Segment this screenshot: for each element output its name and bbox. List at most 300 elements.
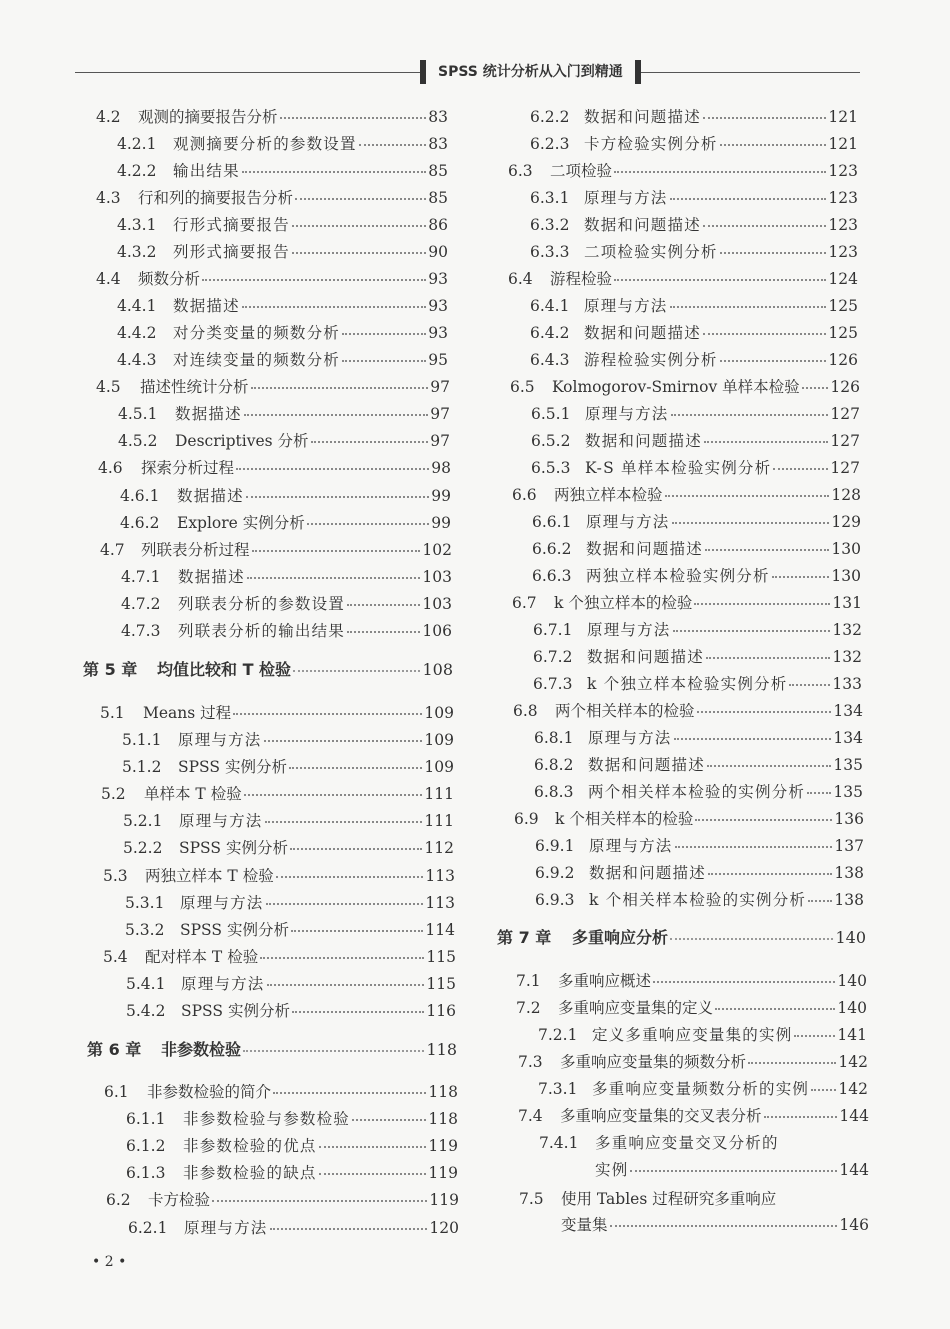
toc-entry[interactable] (126, 1109, 458, 1129)
toc-entry-title: 两独立样本检验实例分析 (586, 567, 770, 585)
toc-entry-title: 原理与方法 (184, 1219, 268, 1237)
toc-entry-page: 118 (426, 1040, 457, 1059)
toc-entry-title: 非参数检验的简介 (147, 1083, 272, 1101)
toc-entry-number: 5.4 (103, 948, 128, 966)
toc-entry-title: Kolmogorov-Smirnov 单样本检验 (552, 378, 800, 396)
toc-entry-page: 115 (426, 975, 456, 993)
dot-leader (292, 252, 426, 254)
toc-entry-page: 141 (837, 1026, 867, 1044)
toc-entry-number: 4.7.3 (121, 622, 161, 640)
toc-entry-title: Means 过程 (143, 704, 232, 722)
toc-entry-page: 123 (828, 162, 858, 180)
toc-entry-number: 6.1.3 (126, 1164, 166, 1182)
toc-entry-title: 原理与方法 (588, 729, 672, 747)
toc-entry[interactable] (518, 1052, 868, 1072)
toc-entry-page: 99 (431, 487, 451, 505)
dot-leader (244, 794, 423, 796)
toc-entry-page: 137 (834, 837, 864, 855)
dot-leader (802, 387, 829, 389)
toc-entry-title: 观测的摘要报告分析 (138, 108, 278, 126)
dot-leader (342, 333, 426, 335)
toc-entry[interactable] (535, 863, 864, 883)
dot-leader (293, 670, 420, 672)
toc-entry-number: 7.4 (518, 1107, 543, 1125)
dot-leader (319, 1173, 427, 1175)
toc-entry-title: 多重响应变量集的交叉表分析 (560, 1107, 762, 1125)
toc-entry-number: 6.6 (512, 486, 537, 504)
toc-entry-title: Explore 实例分析 (177, 514, 305, 532)
toc-entry-title: 两个相关样本检验的实例分析 (588, 783, 806, 801)
toc-entry[interactable] (535, 836, 864, 856)
toc-entry-number: 6.1 (104, 1083, 129, 1101)
toc-entry[interactable] (531, 458, 860, 478)
toc-entry[interactable] (117, 134, 448, 154)
dot-leader (715, 1008, 835, 1010)
dot-leader (276, 876, 424, 878)
toc-entry-number: 4.7.2 (121, 595, 161, 613)
toc-entry[interactable] (122, 757, 454, 777)
toc-entry-title: 行形式摘要报告 (173, 216, 290, 234)
toc-entry[interactable] (100, 703, 454, 723)
toc-entry[interactable] (530, 350, 858, 370)
toc-entry[interactable] (530, 242, 858, 262)
toc-entry-title: k 个相关样本的检验 (555, 810, 694, 828)
toc-entry-number: 4.5.1 (118, 405, 158, 423)
toc-entry-title: 实例 (595, 1161, 629, 1179)
toc-entry[interactable] (512, 593, 862, 613)
toc-entry-title: 定义多重响应变量集的实例 (592, 1026, 793, 1044)
toc-entry-number: 7.2.1 (538, 1026, 578, 1044)
toc-chapter-entry[interactable] (83, 660, 453, 680)
toc-entry[interactable] (531, 404, 860, 424)
toc-entry-page: 120 (429, 1219, 459, 1237)
dot-leader (764, 1116, 838, 1118)
dot-leader (212, 1200, 427, 1202)
toc-entry-number: 4.5 (96, 378, 121, 396)
toc-entry-number: 4.3 (96, 189, 121, 207)
toc-entry-page: 138 (834, 891, 864, 909)
toc-entry[interactable] (530, 134, 858, 154)
page-number: • 2 • (92, 1254, 127, 1270)
toc-entry[interactable] (125, 920, 455, 940)
toc-entry-title: 数据描述 (173, 297, 240, 315)
toc-entry-title: SPSS 实例分析 (178, 758, 287, 776)
toc-entry-number: 6.3.2 (530, 216, 570, 234)
toc-entry-number: 6.6.1 (532, 513, 572, 531)
toc-entry-number: 5.4.1 (126, 975, 166, 993)
toc-entry-number: 4.7 (100, 541, 125, 559)
toc-entry-number: 第 5 章 (83, 660, 138, 679)
toc-entry-number: 6.6.2 (532, 540, 572, 558)
toc-entry[interactable] (126, 974, 456, 994)
toc-entry-number: 6.9.1 (535, 837, 575, 855)
toc-entry-title: 游程检验实例分析 (584, 351, 718, 369)
toc-entry[interactable] (122, 730, 454, 750)
toc-entry-number: 6.2.1 (128, 1219, 168, 1237)
toc-entry[interactable] (534, 728, 863, 748)
toc-entry-page: 127 (830, 432, 860, 450)
toc-entry[interactable] (508, 161, 858, 181)
toc-entry-title: 数据和问题描述 (584, 108, 701, 126)
toc-entry-number: 6.4.3 (530, 351, 570, 369)
toc-entry[interactable] (533, 647, 862, 667)
toc-entry-page: 121 (828, 135, 858, 153)
toc-entry[interactable] (512, 485, 861, 505)
toc-entry[interactable] (128, 1218, 459, 1238)
toc-entry-number: 4.2.1 (117, 135, 157, 153)
toc-entry[interactable] (516, 998, 867, 1018)
toc-chapter-entry[interactable] (87, 1040, 457, 1060)
toc-entry-title: k 个独立样本的检验 (554, 594, 693, 612)
dot-leader (260, 957, 424, 959)
toc-entry-number: 4.4.2 (117, 324, 157, 342)
toc-entry-page: 99 (431, 514, 451, 532)
dot-leader (748, 1062, 836, 1064)
toc-entry-title: k 个相关样本检验的实例分析 (589, 891, 807, 909)
toc-entry-number: 4.3.2 (117, 243, 157, 261)
dot-leader (307, 523, 429, 525)
toc-entry-title: 原理与方法 (181, 975, 265, 993)
toc-entry[interactable] (516, 971, 867, 991)
toc-entry-title: k 个独立样本检验实例分析 (587, 675, 788, 693)
dot-leader (236, 468, 429, 470)
toc-entry-number: 6.4 (508, 270, 533, 288)
toc-entry[interactable] (126, 1001, 456, 1021)
toc-entry-page: 106 (422, 622, 452, 640)
toc-entry-page: 119 (428, 1137, 458, 1155)
toc-entry[interactable] (96, 269, 448, 289)
toc-entry-title: SPSS 实例分析 (181, 1002, 290, 1020)
dot-leader (672, 522, 830, 524)
toc-entry[interactable] (117, 242, 448, 262)
toc-entry[interactable] (519, 1215, 869, 1235)
toc-entry-page: 109 (424, 758, 454, 776)
dot-leader (789, 684, 830, 686)
toc-entry-title: 数据和问题描述 (589, 864, 706, 882)
toc-entry-title: 原理与方法 (178, 731, 262, 749)
toc-entry-number: 6.9 (514, 810, 539, 828)
toc-entry-page: 142 (838, 1053, 868, 1071)
toc-entry[interactable] (539, 1160, 869, 1180)
toc-entry-title: 原理与方法 (584, 189, 668, 207)
toc-entry-number: 6.8 (513, 702, 538, 720)
toc-entry[interactable] (519, 1189, 869, 1209)
toc-entry[interactable] (538, 1079, 868, 1099)
toc-entry-number: 6.8.3 (534, 783, 574, 801)
toc-entry[interactable] (535, 890, 864, 910)
toc-entry[interactable] (533, 674, 862, 694)
toc-entry[interactable] (534, 755, 863, 775)
dot-leader (265, 821, 423, 823)
toc-entry-number: 6.7.3 (533, 675, 573, 693)
toc-entry-page: 118 (428, 1083, 458, 1101)
toc-entry[interactable] (530, 188, 858, 208)
toc-entry[interactable] (531, 431, 860, 451)
toc-entry-number: 6.2 (106, 1191, 131, 1209)
toc-entry-page: 146 (839, 1216, 869, 1234)
toc-entry[interactable] (117, 215, 448, 235)
toc-entry-title: 原理与方法 (586, 513, 670, 531)
toc-entry[interactable] (117, 323, 448, 343)
toc-entry-title: 均值比较和 T 检验 (157, 660, 292, 679)
toc-entry-title: 二项检验 (550, 162, 613, 180)
toc-entry-page: 85 (428, 189, 448, 207)
toc-entry-page: 127 (830, 459, 860, 477)
toc-entry[interactable] (96, 188, 448, 208)
toc-entry-page: 129 (831, 513, 861, 531)
toc-entry-number: 6.5.3 (531, 459, 571, 477)
toc-entry[interactable] (103, 947, 456, 967)
dot-leader (280, 117, 427, 119)
toc-entry-title: SPSS 实例分析 (180, 921, 289, 939)
toc-entry[interactable] (126, 1163, 458, 1183)
toc-entry[interactable] (123, 811, 454, 831)
toc-entry[interactable] (101, 784, 454, 804)
toc-entry-page: 131 (832, 594, 862, 612)
toc-entry[interactable] (538, 1025, 867, 1045)
toc-entry[interactable] (508, 269, 858, 289)
dot-leader (697, 711, 832, 713)
toc-entry-number: 7.3.1 (538, 1080, 578, 1098)
toc-entry-page: 119 (429, 1191, 459, 1209)
toc-entry-page: 113 (425, 867, 455, 885)
toc-entry[interactable] (530, 296, 858, 316)
toc-entry[interactable] (96, 377, 450, 397)
dot-leader (233, 713, 422, 715)
toc-entry-title: 原理与方法 (589, 837, 673, 855)
toc-entry-title: 两个相关样本的检验 (555, 702, 695, 720)
dot-leader (610, 1225, 838, 1227)
toc-entry-page: 103 (422, 595, 452, 613)
toc-entry-title: 卡方检验 (148, 1191, 211, 1209)
dot-leader (671, 414, 829, 416)
toc-entry-title: 对连续变量的频数分析 (173, 351, 341, 369)
dot-leader (243, 1050, 424, 1052)
dot-leader (246, 496, 429, 498)
toc-entry-title: 两独立样本 T 检验 (145, 867, 274, 885)
toc-entry[interactable] (126, 1136, 458, 1156)
toc-entry[interactable] (120, 486, 451, 506)
toc-entry-number: 6.7 (512, 594, 537, 612)
toc-entry-title: 变量集 (561, 1216, 608, 1234)
toc-entry[interactable] (534, 782, 863, 802)
toc-entry-page: 119 (428, 1164, 458, 1182)
toc-entry-number: 5.1 (100, 704, 125, 722)
toc-entry-title: 单样本 T 检验 (144, 785, 242, 803)
toc-entry-title: 数据和问题描述 (584, 216, 701, 234)
toc-entry-title: 数据描述 (178, 568, 245, 586)
dot-leader (359, 144, 427, 146)
dot-leader (292, 1011, 424, 1013)
dot-leader (694, 603, 830, 605)
toc-entry-page: 132 (832, 621, 862, 639)
toc-entry-number: 4.6 (98, 459, 123, 477)
dot-leader (772, 576, 830, 578)
dot-leader (252, 550, 421, 552)
toc-entry-title: 非参数检验与参数检验 (183, 1110, 351, 1128)
toc-entry[interactable] (117, 350, 448, 370)
toc-entry-page: 86 (428, 216, 448, 234)
dot-leader (670, 306, 827, 308)
toc-entry[interactable] (118, 431, 450, 451)
toc-entry[interactable] (513, 701, 863, 721)
toc-entry-title: 对分类变量的频数分析 (173, 324, 341, 342)
dot-leader (703, 225, 827, 227)
running-header (75, 58, 860, 86)
toc-entry[interactable] (121, 621, 452, 641)
toc-entry-title: 多重响应变量集的频数分析 (560, 1053, 747, 1071)
toc-entry-page: 114 (425, 921, 455, 939)
toc-chapter-entry[interactable] (497, 928, 866, 948)
toc-entry-page: 83 (428, 108, 448, 126)
toc-entry[interactable] (514, 809, 864, 829)
toc-entry-number: 4.5.2 (118, 432, 158, 450)
toc-entry-page: 109 (424, 704, 454, 722)
toc-entry-title: 多重响应概述 (558, 972, 652, 990)
toc-entry-number: 4.7.1 (121, 568, 161, 586)
toc-entry-page: 123 (828, 216, 858, 234)
toc-entry[interactable] (117, 296, 448, 316)
toc-entry-number: 7.2 (516, 999, 541, 1017)
toc-entry[interactable] (98, 458, 451, 478)
toc-entry-number: 6.2.3 (530, 135, 570, 153)
toc-entry-number: 4.4.1 (117, 297, 157, 315)
toc-entry-page: 135 (833, 783, 863, 801)
toc-entry-title: 列联表分析的参数设置 (178, 595, 346, 613)
toc-entry-number: 6.8.1 (534, 729, 574, 747)
toc-entry-title: 游程检验 (550, 270, 613, 288)
toc-entry-title: 数据和问题描述 (586, 540, 703, 558)
toc-entry[interactable] (121, 567, 452, 587)
toc-entry[interactable] (103, 866, 455, 886)
toc-entry-number: 6.5.1 (531, 405, 571, 423)
toc-entry-page: 83 (428, 135, 448, 153)
toc-entry-page: 128 (831, 486, 861, 504)
toc-entry-number: 6.1.2 (126, 1137, 166, 1155)
dot-leader (266, 903, 424, 905)
toc-entry-page: 127 (830, 405, 860, 423)
toc-entry-title: 多重响应变量频数分析的实例 (592, 1080, 810, 1098)
dot-leader (251, 387, 429, 389)
toc-entry-page: 95 (428, 351, 448, 369)
dot-leader (811, 1089, 836, 1091)
toc-entry-page: 121 (828, 108, 858, 126)
toc-entry-page: 138 (834, 864, 864, 882)
dot-leader (705, 549, 830, 551)
dot-leader (706, 657, 831, 659)
toc-entry[interactable] (532, 566, 861, 586)
toc-entry-title: 列联表分析的输出结果 (178, 622, 346, 640)
toc-entry-title: SPSS 实例分析 (179, 839, 288, 857)
toc-entry-number: 4.4 (96, 270, 121, 288)
header-title: SPSS 统计分析从入门到精通 (420, 60, 641, 84)
toc-entry-number: 5.1.1 (122, 731, 162, 749)
toc-entry[interactable] (533, 620, 862, 640)
toc-entry[interactable] (530, 215, 858, 235)
toc-entry-page: 102 (422, 541, 452, 559)
toc-entry-page: 90 (428, 243, 448, 261)
toc-entry-number: 6.3 (508, 162, 533, 180)
toc-entry-number: 5.2.2 (123, 839, 163, 857)
toc-entry-number: 4.3.1 (117, 216, 157, 234)
toc-entry-page: 111 (424, 812, 454, 830)
dot-leader (703, 117, 827, 119)
toc-entry-title: 多重响应分析 (572, 928, 669, 947)
dot-leader (347, 604, 420, 606)
dot-leader (673, 630, 831, 632)
dot-leader (273, 1092, 426, 1094)
toc-entry[interactable] (532, 512, 861, 532)
toc-entry[interactable] (118, 404, 450, 424)
toc-entry[interactable] (539, 1133, 869, 1153)
toc-entry-title: 多重响应变量交叉分析的 (595, 1134, 779, 1152)
toc-entry-title: 频数分析 (138, 270, 201, 288)
dot-leader (290, 848, 422, 850)
toc-entry-number: 6.5.2 (531, 432, 571, 450)
toc-entry[interactable] (96, 107, 448, 127)
dot-leader (352, 1119, 426, 1121)
toc-entry[interactable] (117, 161, 448, 181)
toc-entry[interactable] (106, 1190, 459, 1210)
toc-entry-title: 多重响应变量集的定义 (558, 999, 714, 1017)
toc-entry[interactable] (510, 377, 860, 397)
toc-entry-number: 4.4.3 (117, 351, 157, 369)
toc-entry-title: 使用 Tables 过程研究多重响应 (561, 1190, 777, 1208)
dot-leader (295, 198, 426, 200)
dot-leader (695, 819, 832, 821)
toc-entry-page: 97 (430, 432, 450, 450)
toc-entry-page: 126 (828, 351, 858, 369)
toc-entry-number: 6.4.1 (530, 297, 570, 315)
toc-entry[interactable] (104, 1082, 458, 1102)
toc-entry-number: 第 6 章 (87, 1040, 142, 1059)
toc-entry[interactable] (532, 539, 861, 559)
dot-leader (244, 414, 428, 416)
toc-entry-title: Descriptives 分析 (175, 432, 309, 450)
toc-entry-title: 探索分析过程 (141, 459, 235, 477)
toc-entry-page: 85 (428, 162, 448, 180)
toc-entry[interactable] (530, 323, 858, 343)
toc-entry[interactable] (518, 1106, 869, 1126)
dot-leader (242, 171, 426, 173)
dot-leader (292, 225, 426, 227)
toc-entry-number: 7.5 (519, 1190, 544, 1208)
toc-entry-page: 93 (428, 297, 448, 315)
toc-entry[interactable] (125, 893, 455, 913)
toc-entry-page: 134 (833, 702, 863, 720)
dot-leader (674, 738, 832, 740)
toc-entry[interactable] (100, 540, 452, 560)
toc-entry[interactable] (120, 513, 451, 533)
toc-entry[interactable] (530, 107, 858, 127)
toc-entry-page: 116 (426, 1002, 456, 1020)
dot-leader (670, 938, 833, 940)
toc-entry[interactable] (121, 594, 452, 614)
toc-entry-page: 123 (828, 189, 858, 207)
toc-entry-number: 5.3.2 (125, 921, 165, 939)
toc-entry-number: 4.2.2 (117, 162, 157, 180)
toc-entry-title: 配对样本 T 检验 (145, 948, 259, 966)
dot-leader (202, 279, 426, 281)
dot-leader (653, 981, 835, 983)
toc-entry-title: 数据描述 (175, 405, 242, 423)
toc-entry-title: 原理与方法 (587, 621, 671, 639)
toc-entry-page: 132 (832, 648, 862, 666)
toc-entry[interactable] (123, 838, 454, 858)
toc-entry-page: 98 (431, 459, 451, 477)
toc-entry-page: 130 (831, 567, 861, 585)
toc-entry-page: 125 (828, 297, 858, 315)
